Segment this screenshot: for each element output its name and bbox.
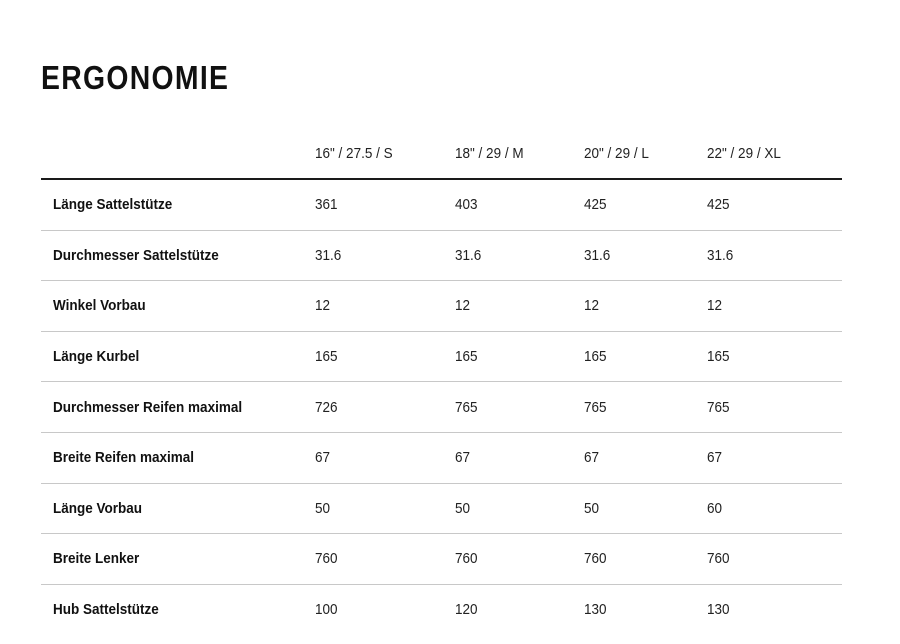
size-header [584, 128, 707, 179]
table-row [41, 483, 842, 534]
value-cell [707, 281, 842, 332]
cell-value: 50 [315, 499, 331, 517]
value-cell [584, 382, 707, 433]
table-row [41, 331, 842, 382]
row-label-cell [41, 584, 315, 634]
cell-value: 760 [707, 550, 730, 568]
cell-value: 67 [455, 449, 471, 467]
cell-value: 165 [315, 348, 338, 366]
cell-value: 31.6 [707, 246, 734, 264]
value-cell [584, 534, 707, 585]
size-header [315, 128, 455, 179]
value-cell [315, 584, 455, 634]
cell-value: 165 [707, 348, 730, 366]
row-label-cell [41, 382, 315, 433]
page-title: ERGONOMIE [41, 59, 230, 96]
cell-value: 12 [584, 297, 600, 315]
table-header-row [41, 128, 842, 179]
cell-value: 67 [315, 449, 331, 467]
cell-value: 12 [707, 297, 723, 315]
cell-value: 50 [584, 499, 600, 517]
cell-value: 31.6 [455, 246, 482, 264]
value-cell [584, 432, 707, 483]
row-label: Länge Kurbel [53, 348, 140, 366]
cell-value: 12 [455, 297, 471, 315]
cell-value: 100 [315, 601, 338, 619]
row-label-cell [41, 534, 315, 585]
cell-value: 31.6 [584, 246, 611, 264]
size-header [707, 128, 842, 179]
size-header-label: 18" / 29 / M [455, 144, 524, 162]
value-cell [584, 230, 707, 281]
value-cell [707, 382, 842, 433]
cell-value: 726 [315, 398, 338, 416]
value-cell [315, 534, 455, 585]
cell-value: 130 [707, 601, 730, 619]
row-label: Winkel Vorbau [53, 297, 146, 315]
value-cell [455, 534, 584, 585]
size-header-label: 20" / 29 / L [584, 144, 649, 162]
cell-value: 130 [584, 601, 607, 619]
value-cell [707, 179, 842, 230]
value-cell [455, 331, 584, 382]
cell-value: 425 [584, 196, 607, 214]
table-row [41, 584, 842, 634]
cell-value: 165 [584, 348, 607, 366]
row-label-cell [41, 331, 315, 382]
value-cell [584, 584, 707, 634]
row-label: Länge Sattelstütze [53, 196, 173, 214]
cell-value: 67 [707, 449, 723, 467]
cell-value: 165 [455, 348, 478, 366]
value-cell [707, 432, 842, 483]
row-label-cell [41, 432, 315, 483]
cell-value: 765 [455, 398, 478, 416]
table-row [41, 432, 842, 483]
value-cell [707, 584, 842, 634]
row-label: Länge Vorbau [53, 499, 143, 517]
cell-value: 60 [707, 499, 723, 517]
row-label-cell [41, 179, 315, 230]
table-row [41, 230, 842, 281]
value-cell [707, 230, 842, 281]
value-cell [455, 281, 584, 332]
value-cell [584, 331, 707, 382]
row-label-cell [41, 483, 315, 534]
value-cell [315, 230, 455, 281]
row-label: Breite Reifen maximal [53, 449, 195, 467]
cell-value: 120 [455, 601, 478, 619]
value-cell [707, 534, 842, 585]
value-cell [315, 483, 455, 534]
value-cell [315, 331, 455, 382]
row-label: Hub Sattelstütze [53, 601, 159, 619]
cell-value: 403 [455, 196, 478, 214]
value-cell [455, 179, 584, 230]
row-label: Breite Lenker [53, 550, 140, 568]
header-label-column [41, 128, 315, 179]
row-label: Durchmesser Reifen maximal [53, 398, 243, 416]
value-cell [315, 281, 455, 332]
cell-value: 765 [584, 398, 607, 416]
value-cell [315, 179, 455, 230]
table-row [41, 534, 842, 585]
value-cell [315, 432, 455, 483]
cell-value: 760 [584, 550, 607, 568]
cell-value: 425 [707, 196, 730, 214]
cell-value: 67 [584, 449, 600, 467]
value-cell [584, 179, 707, 230]
row-label: Durchmesser Sattelstütze [53, 246, 219, 264]
value-cell [315, 382, 455, 433]
cell-value: 12 [315, 297, 331, 315]
table-row [41, 281, 842, 332]
value-cell [707, 331, 842, 382]
row-label-cell [41, 281, 315, 332]
table-row [41, 179, 842, 230]
ergonomics-table [41, 128, 842, 634]
value-cell [707, 483, 842, 534]
value-cell [455, 432, 584, 483]
cell-value: 31.6 [315, 246, 342, 264]
row-label-cell [41, 230, 315, 281]
value-cell [455, 230, 584, 281]
value-cell [455, 483, 584, 534]
size-header-label: 16" / 27.5 / S [315, 144, 393, 162]
cell-value: 760 [455, 550, 478, 568]
cell-value: 50 [455, 499, 471, 517]
value-cell [455, 382, 584, 433]
value-cell [455, 584, 584, 634]
size-header-label: 22" / 29 / XL [707, 144, 781, 162]
table-row [41, 382, 842, 433]
cell-value: 765 [707, 398, 730, 416]
cell-value: 361 [315, 196, 338, 214]
size-header [455, 128, 584, 179]
value-cell [584, 483, 707, 534]
value-cell [584, 281, 707, 332]
cell-value: 760 [315, 550, 338, 568]
